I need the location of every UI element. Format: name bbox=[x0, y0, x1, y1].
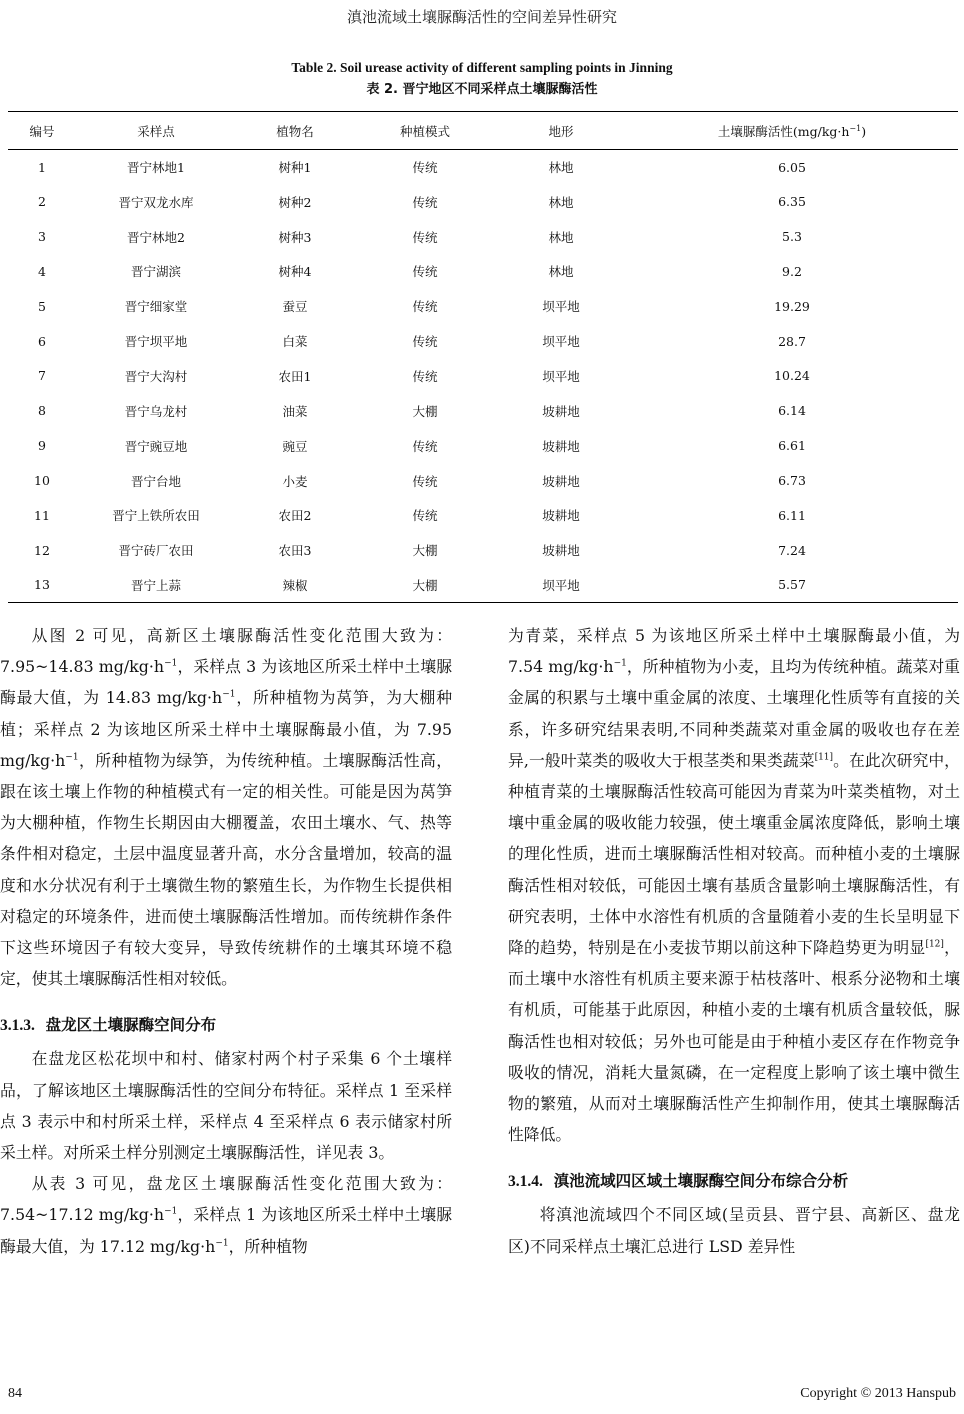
header-site: 采样点 bbox=[76, 112, 236, 150]
header-plant: 植物名 bbox=[236, 112, 354, 150]
cell-id: 7 bbox=[38, 368, 46, 384]
citation-11[interactable]: [11] bbox=[814, 752, 834, 763]
text-run: 从表 3 可见，盘龙区土壤脲酶活性变化范围大致为：7.54~17.12 mg/kg·h bbox=[0, 1174, 452, 1225]
cell-activity: 6.11 bbox=[778, 507, 806, 523]
cell-plant: 白菜 bbox=[282, 334, 308, 350]
paragraph bbox=[508, 620, 960, 1150]
table-row bbox=[8, 428, 958, 463]
cell-terrain: 坡耕地 bbox=[542, 403, 580, 419]
cell-mode: 传统 bbox=[412, 438, 438, 454]
superscript: −1 bbox=[613, 658, 627, 669]
copyright: Copyright © 2013 Hanspub bbox=[800, 1386, 956, 1401]
cell-site: 晋宁乌龙村 bbox=[124, 403, 188, 419]
heading-number: 3.1.3. bbox=[0, 1017, 35, 1035]
table-row bbox=[8, 289, 958, 324]
cell-id: 11 bbox=[34, 507, 50, 523]
cell-mode: 传统 bbox=[412, 368, 438, 384]
table-row bbox=[8, 498, 958, 533]
cell-terrain: 坡耕地 bbox=[542, 543, 580, 559]
cell-site: 晋宁细家堂 bbox=[124, 299, 188, 315]
cell-terrain: 坝平地 bbox=[542, 334, 580, 350]
cell-id: 8 bbox=[38, 403, 46, 419]
table-row bbox=[8, 254, 958, 289]
text-run: ，所种植物为小麦，且均为传统种植。蔬菜对重金属的积累与土壤中重金属的浓度、土壤理化性质等有直接的关系，许多研究结果表明,不同种类蔬菜对重金属的吸收也存在差异,一般叶菜类的吸收大于根茎类和果类蔬菜 bbox=[508, 657, 960, 770]
cell-site: 晋宁台地 bbox=[130, 473, 181, 489]
running-head: 滇池流域土壤脲酶活性的空间差异性研究 bbox=[346, 8, 617, 26]
page-number: 84 bbox=[8, 1386, 22, 1401]
cell-plant: 树种2 bbox=[278, 194, 312, 210]
cell-terrain: 林地 bbox=[548, 160, 574, 176]
cell-id: 1 bbox=[38, 159, 46, 175]
cell-terrain: 林地 bbox=[548, 194, 574, 210]
superscript: −1 bbox=[65, 752, 79, 763]
cell-site: 晋宁林地2 bbox=[127, 229, 185, 245]
cell-mode: 传统 bbox=[412, 473, 438, 489]
section-heading-3-1-4 bbox=[508, 1170, 960, 1193]
cell-mode: 传统 bbox=[412, 160, 438, 176]
cell-terrain: 林地 bbox=[548, 264, 574, 280]
cell-plant: 农田1 bbox=[278, 368, 312, 384]
cell-plant: 树种1 bbox=[278, 160, 312, 176]
cell-site: 晋宁林地1 bbox=[127, 160, 185, 176]
cell-mode: 传统 bbox=[412, 229, 438, 245]
section-heading-3-1-3 bbox=[0, 1014, 452, 1037]
cell-activity: 6.35 bbox=[778, 194, 806, 210]
citation-12[interactable]: [12] bbox=[925, 939, 944, 950]
cell-plant: 豌豆 bbox=[282, 438, 308, 454]
text-run: ，采样点 3 为该地区所采土样中土壤脲酶最大值，为 14.83 mg/kg·h bbox=[0, 657, 453, 708]
cell-id: 9 bbox=[38, 438, 46, 454]
text-run: ，而土壤中水溶性有机质主要来源于枯枝落叶、根系分泌物和土壤有机质，可能基于此原因，种植小麦的土壤有机质含量较低，脲酶活性也相对较低；另外也可能是由于种植小麦区存在作物竞争吸收的情况，消耗大量氮磷，在一定程度上影响了该土壤中微生物的繁殖，从而对土壤脲酶活性产生抑制作用，使其土壤脲酶活性降低。 bbox=[508, 938, 960, 1145]
cell-plant: 蚕豆 bbox=[282, 299, 308, 315]
cell-activity: 9.2 bbox=[782, 263, 802, 279]
paragraph: 在盘龙区松花坝中和村、储家村两个村子采集 6 个土壤样品，了解该地区土壤脲酶活性的空间分布特征。采样点 1 至采样点 3 表示中和村所采土样，采样点 4 至采样点 6 表示储家村所采土样。对所采土样分别测定土壤脲酶活性，详见表 3。 bbox=[0, 1049, 452, 1163]
table-row bbox=[8, 359, 958, 394]
text-run: ，所种植物为绿笋，为传统种植。土壤脲酶活性高，跟在该土壤上作物的种植模式有一定的相关性。可能是因为莴笋为大棚种植，作物生长期因由大棚覆盖，农田土壤水、气、热等条件相对稳定，土层中温度显著升高，水分含量增加，较高的温度和水分状况有利于土壤微生物的繁殖生长，为作物生长提供相对稳定的环境条件，进而使土壤脲酶活性增加。而传统耕作条件下这些环境因子有较大变异，导致传统耕作的土壤其环境不稳定，使其土壤脲酶活性相对较低。 bbox=[0, 750, 452, 989]
paragraph: 将滇池流域四个不同区域(呈贡县、晋宁县、高新区、盘龙区)不同采样点土壤汇总进行 LSD 差异性 bbox=[508, 1205, 960, 1256]
cell-plant: 树种3 bbox=[278, 229, 312, 245]
cell-id: 6 bbox=[38, 333, 46, 349]
cell-plant: 树种4 bbox=[278, 264, 312, 280]
cell-activity: 5.3 bbox=[782, 229, 802, 245]
heading-text: 盘龙区土壤脲酶空间分布 bbox=[45, 1016, 217, 1035]
cell-terrain: 坝平地 bbox=[542, 368, 580, 384]
text-run: 从图 2 可见，高新区土壤脲酶活性变化范围大致为：7.95~14.83 mg/kg·h bbox=[0, 626, 452, 677]
cell-mode: 传统 bbox=[412, 299, 438, 315]
cell-site: 晋宁上铁所农田 bbox=[112, 508, 200, 524]
cell-activity: 5.57 bbox=[626, 568, 958, 603]
cell-activity: 7.24 bbox=[778, 542, 806, 558]
cell-id: 10 bbox=[34, 473, 50, 489]
cell-mode: 传统 bbox=[412, 334, 438, 350]
cell-activity: 10.24 bbox=[774, 368, 810, 384]
table-header-row bbox=[8, 112, 958, 150]
table-caption-en: Table 2. Soil urease activity of different sampling points in Jinning bbox=[291, 60, 673, 75]
cell-id: 12 bbox=[34, 542, 50, 558]
header-activity-sup: −1 bbox=[849, 123, 862, 133]
cell-site: 晋宁砖厂农田 bbox=[118, 543, 194, 559]
cell-mode: 传统 bbox=[412, 264, 438, 280]
table-row bbox=[8, 184, 958, 219]
left-column bbox=[0, 620, 452, 1262]
cell-terrain: 坡耕地 bbox=[542, 473, 580, 489]
paragraph bbox=[0, 1168, 452, 1262]
cell-mode: 传统 bbox=[412, 194, 438, 210]
cell-plant: 小麦 bbox=[282, 473, 308, 489]
cell-site: 晋宁坝平地 bbox=[124, 334, 188, 350]
header-terrain: 地形 bbox=[496, 112, 626, 150]
table-caption-zh: 表 2. 晋宁地区不同采样点土壤脲酶活性 bbox=[366, 82, 598, 97]
cell-activity: 19.29 bbox=[774, 298, 810, 314]
cell-plant: 辣椒 bbox=[236, 568, 354, 603]
cell-mode: 大棚 bbox=[354, 568, 496, 603]
table-row bbox=[8, 150, 958, 185]
cell-site: 晋宁上蒜 bbox=[76, 568, 236, 603]
table-row bbox=[8, 533, 958, 568]
header-mode: 种植模式 bbox=[354, 112, 496, 150]
cell-mode: 大棚 bbox=[412, 403, 438, 419]
cell-id: 13 bbox=[8, 568, 76, 603]
table-row bbox=[8, 324, 958, 359]
cell-activity: 6.14 bbox=[778, 403, 806, 419]
cell-activity: 28.7 bbox=[778, 333, 806, 349]
header-activity bbox=[626, 112, 958, 150]
cell-terrain: 坡耕地 bbox=[542, 438, 580, 454]
cell-activity: 6.61 bbox=[778, 438, 806, 454]
cell-mode: 大棚 bbox=[412, 543, 438, 559]
table-row bbox=[8, 219, 958, 254]
right-column bbox=[508, 620, 960, 1262]
cell-id: 5 bbox=[38, 298, 46, 314]
header-activity-close: ) bbox=[861, 123, 867, 139]
text-run: 为青菜，采样点 5 为该地区所采土样中土壤脲酶最小值，为 7.54 mg/kg·h bbox=[508, 626, 960, 677]
cell-site: 晋宁大沟村 bbox=[124, 368, 188, 384]
text-run: ，采样点 1 为该地区所采土样中土壤脲酶最大值，为 17.12 mg/kg·h bbox=[0, 1205, 453, 1256]
cell-site: 晋宁双龙水库 bbox=[118, 194, 194, 210]
superscript: −1 bbox=[222, 690, 236, 701]
cell-terrain: 林地 bbox=[548, 229, 574, 245]
cell-terrain: 坝平地 bbox=[496, 568, 626, 603]
cell-plant: 农田2 bbox=[278, 508, 312, 524]
cell-mode: 传统 bbox=[412, 508, 438, 524]
urease-table bbox=[8, 111, 958, 603]
text-run: 。在此次研究中，种植青菜的土壤脲酶活性较高可能因为青菜为叶菜类植物，对土壤中重金属的吸收能力较强，使土壤重金属浓度降低，影响土壤的理化性质，进而土壤脲酶活性相对较高。而种植小麦的土壤脲酶活性相对较低，可能因土壤有基质含量影响土壤脲酶活性，有研究表明，土体中水溶性有机质的含量随着小麦的生长呈明显下降的趋势，特别是在小麦拔节期以前这种下降趋势更为明显 bbox=[508, 750, 960, 958]
cell-plant: 农田3 bbox=[278, 543, 312, 559]
table-row bbox=[8, 463, 958, 498]
superscript: −1 bbox=[215, 1238, 229, 1249]
cell-id: 2 bbox=[38, 194, 46, 210]
superscript: −1 bbox=[164, 658, 178, 669]
heading-number: 3.1.4. bbox=[508, 1173, 543, 1191]
header-id: 编号 bbox=[8, 112, 76, 150]
cell-site: 晋宁豌豆地 bbox=[124, 438, 188, 454]
superscript: −1 bbox=[164, 1207, 178, 1218]
cell-activity: 6.05 bbox=[778, 159, 806, 175]
text-run: ，所种植物 bbox=[228, 1236, 308, 1256]
cell-site: 晋宁湖滨 bbox=[130, 264, 181, 280]
paragraph bbox=[0, 620, 452, 994]
cell-id: 3 bbox=[38, 229, 46, 245]
cell-id: 4 bbox=[38, 263, 46, 279]
text-run: ，所种植物为莴笋，为大棚种植；采样点 2 为该地区所采土样中土壤脲酶最小值，为 7.95 mg/kg·h bbox=[0, 688, 452, 770]
table-row bbox=[8, 393, 958, 428]
table-row bbox=[8, 568, 958, 603]
cell-terrain: 坡耕地 bbox=[542, 508, 580, 524]
header-activity-text: 土壤脲酶活性(mg/kg·h bbox=[717, 123, 850, 139]
cell-plant: 油菜 bbox=[282, 403, 308, 419]
cell-terrain: 坝平地 bbox=[542, 299, 580, 315]
cell-activity: 6.73 bbox=[778, 473, 806, 489]
heading-text: 滇池流域四区域土壤脲酶空间分布综合分析 bbox=[553, 1172, 849, 1191]
